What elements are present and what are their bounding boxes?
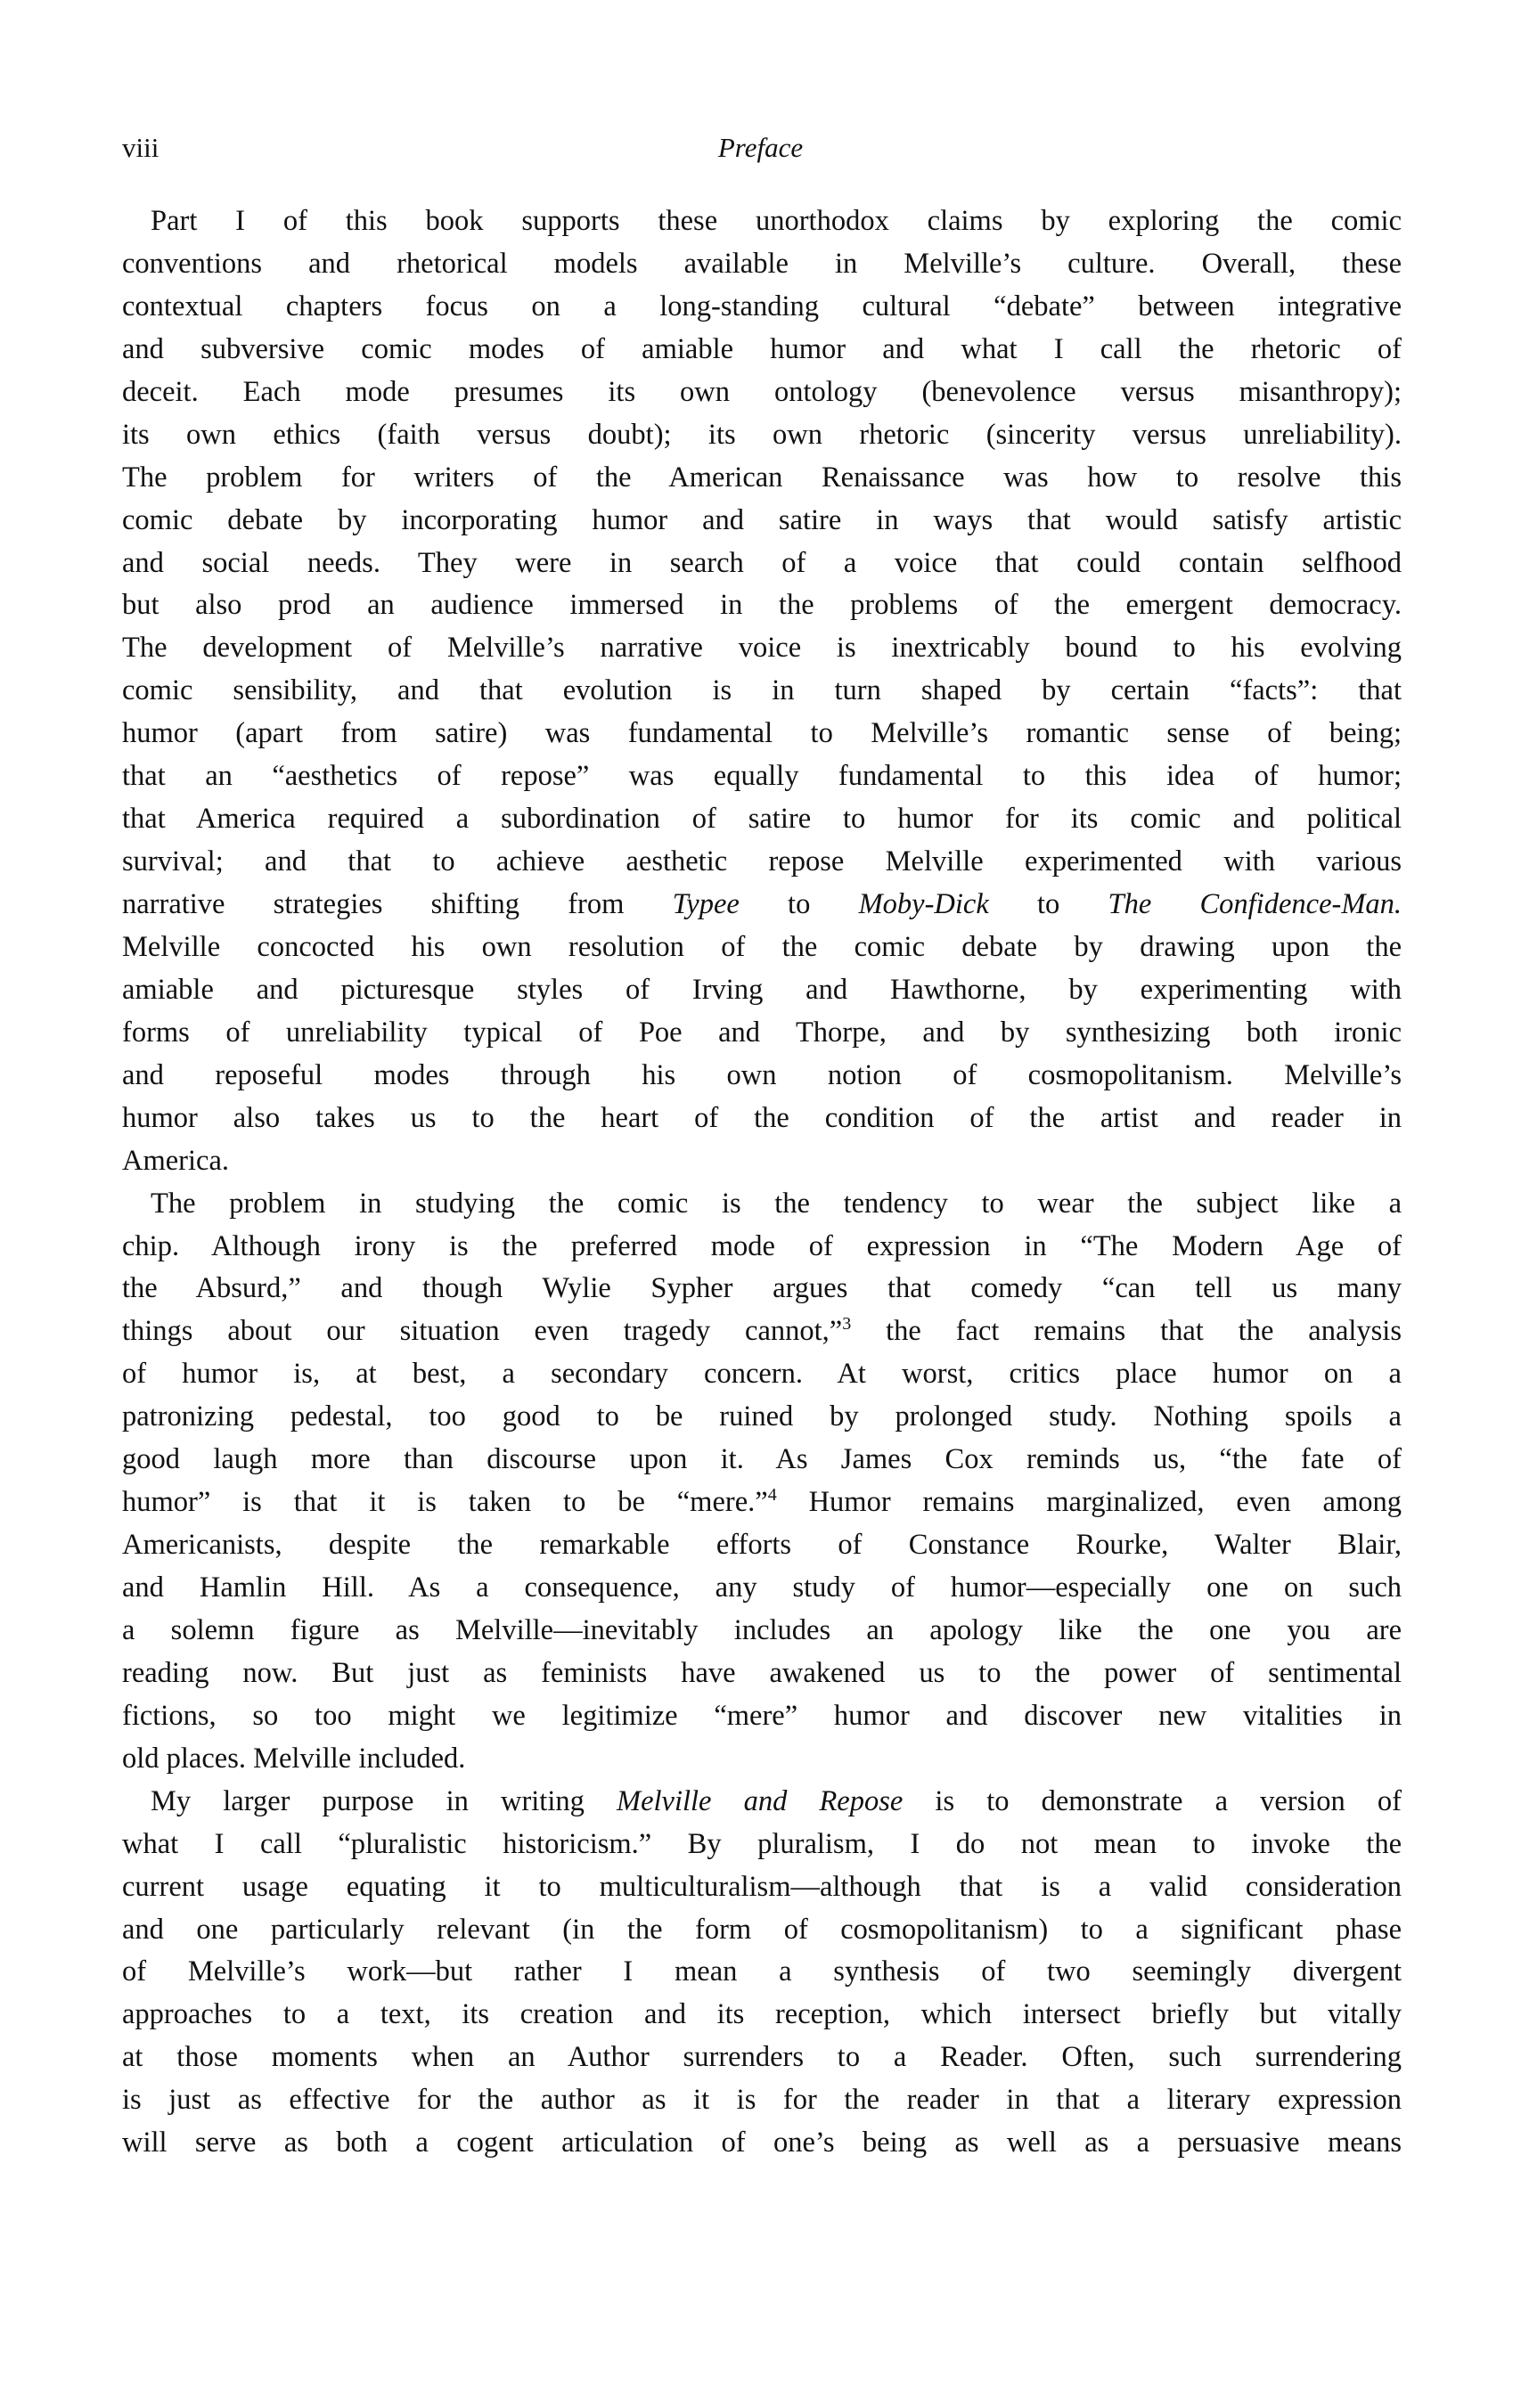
text-run: of Melville’s work—but rather I mean a synthesis of two seemingly divergent [122, 1955, 1402, 1988]
text-line [122, 1781, 1402, 1824]
text-line [122, 1524, 1402, 1567]
paragraph [122, 1183, 1402, 1781]
text-run: approaches to a text, its creation and its reception, which intersect briefly but vitally [122, 1998, 1402, 2031]
text-line [122, 1140, 1402, 1183]
text-line [122, 1824, 1402, 1866]
text-run: is just as effective for the author as it is for the reader in that a literary expression [122, 2084, 1402, 2117]
text-line [122, 1310, 1402, 1353]
text-line [122, 1951, 1402, 1994]
italic-title: Melville and Repose [617, 1784, 904, 1817]
text-run: a solemn figure as Melville—inevitably includes an apology like the one you are [122, 1613, 1402, 1646]
text-run: and social needs. They were in search of a voice that could contain selfhood [122, 546, 1402, 579]
text-run: Americanists, despite the remarkable efforts of Constance Rourke, Walter Blair, [122, 1529, 1402, 1562]
text-line [122, 1994, 1402, 2037]
text-line [122, 755, 1402, 798]
text-run: and one particularly relevant (in the form of cosmopolitanism) to a significant phase [122, 1913, 1402, 1946]
text-line [122, 243, 1402, 286]
text-run: that an “aesthetics of repose” was equally fundamental to this idea of humor; [122, 760, 1402, 793]
text-line [122, 200, 1402, 243]
text-line [122, 1226, 1402, 1269]
text-run: reading now. But just as feminists have awakened us to the power of sentimental [122, 1656, 1402, 1689]
text-line [122, 926, 1402, 969]
text-line [122, 1482, 1402, 1524]
text-line [122, 414, 1402, 457]
body-text [122, 200, 1402, 2165]
text-run: is to demonstrate a version of [903, 1784, 1402, 1817]
text-run: The development of Melville’s narrative voice is inextricably bound to his evolving [122, 632, 1402, 665]
text-line [122, 1738, 1402, 1781]
text-line [122, 627, 1402, 670]
text-run: the fact remains that the analysis [851, 1315, 1402, 1348]
text-line [122, 1909, 1402, 1952]
text-run: Humor remains marginalized, even among [776, 1486, 1402, 1519]
text-line [122, 884, 1402, 926]
text-run: will serve as both a cogent articulation of one’s being as well as a persuasive means [122, 2126, 1402, 2159]
paragraph [122, 200, 1402, 1183]
text-line [122, 1695, 1402, 1738]
italic-title: Moby-Dick [858, 888, 989, 920]
text-line [122, 2122, 1402, 2165]
footnote-ref: 3 [842, 1314, 852, 1335]
text-run: My larger purpose in writing [151, 1784, 617, 1817]
text-line [122, 2079, 1402, 2122]
text-run: patronizing pedestal, too good to be ruined by prolonged study. Nothing spoils a [122, 1400, 1402, 1433]
text-line [122, 1567, 1402, 1610]
text-run: and subversive comic modes of amiable humor and what I call the rhetoric of [122, 332, 1402, 365]
text-run: its own ethics (faith versus doubt); its own rhetoric (sincerity versus unreliability). [122, 418, 1402, 451]
text-run: the Absurd,” and though Wylie Sypher argues that comedy “can tell us many [122, 1272, 1402, 1305]
text-run: current usage equating it to multiculturalism—although that is a valid consideration [122, 1870, 1402, 1903]
text-run: of humor is, at best, a secondary concern. At worst, critics place humor on a [122, 1358, 1402, 1391]
text-run: forms of unreliability typical of Poe and Thorpe, and by synthesizing both ironic [122, 1016, 1402, 1049]
text-line [122, 1098, 1402, 1140]
text-run: fictions, so too might we legitimize “mere” humor and discover new vitalities in [122, 1699, 1402, 1732]
text-line [122, 286, 1402, 329]
text-line [122, 1866, 1402, 1909]
text-line [122, 1268, 1402, 1310]
text-line [122, 543, 1402, 585]
text-line [122, 841, 1402, 884]
text-run: The problem for writers of the American Renaissance was how to resolve this [122, 461, 1402, 494]
text-run: to [988, 888, 1108, 920]
text-run: survival; and that to achieve aesthetic repose Melville experimented with various [122, 845, 1402, 878]
page-number: viii [122, 132, 159, 163]
text-line [122, 969, 1402, 1012]
text-line [122, 798, 1402, 841]
text-run: narrative strategies shifting from [122, 888, 673, 920]
text-run: humor also takes us to the heart of the condition of the artist and reader in [122, 1101, 1402, 1134]
text-run: Part I of this book supports these unorthodox claims by exploring the comic [151, 205, 1402, 237]
text-run: old places. Melville included. [122, 1742, 466, 1775]
text-line [122, 1610, 1402, 1653]
text-line [122, 1012, 1402, 1055]
text-line [122, 329, 1402, 371]
text-run: amiable and picturesque styles of Irving and Hawthorne, by experimenting with [122, 973, 1402, 1006]
italic-title: Typee [672, 888, 740, 920]
text-line [122, 457, 1402, 500]
text-run: comic sensibility, and that evolution is in turn shaped by certain “facts”: that [122, 674, 1402, 707]
paragraph [122, 1781, 1402, 2165]
text-run: The problem in studying the comic is the tendency to wear the subject like a [151, 1187, 1402, 1220]
text-line [122, 670, 1402, 713]
text-line [122, 1653, 1402, 1695]
text-line [122, 1055, 1402, 1098]
text-run: to [739, 888, 859, 920]
text-run: that America required a subordination of satire to humor for its comic and political [122, 803, 1402, 836]
text-line [122, 1439, 1402, 1482]
text-run: and reposeful modes through his own notion of cosmopolitanism. Melville’s [122, 1058, 1402, 1091]
text-run: Melville concocted his own resolution of the comic debate by drawing upon the [122, 930, 1402, 963]
text-line [122, 1353, 1402, 1396]
text-run: but also prod an audience immersed in the problems of the emergent democracy. [122, 589, 1402, 622]
text-run: what I call “pluralistic historicism.” By pluralism, I do not mean to invoke the [122, 1827, 1402, 1860]
text-line [122, 371, 1402, 414]
running-head: Preface [717, 132, 804, 163]
text-line [122, 1396, 1402, 1439]
italic-title: The Confidence-Man. [1108, 888, 1402, 920]
footnote-ref: 4 [767, 1485, 777, 1506]
text-run: at those moments when an Author surrenders to a Reader. Often, such surrendering [122, 2041, 1402, 2074]
text-run: deceit. Each mode presumes its own ontology (benevolence versus misanthropy); [122, 375, 1402, 408]
text-run: chip. Although irony is the preferred mode of expression in “The Modern Age of [122, 1229, 1402, 1262]
text-run: contextual chapters focus on a long-standing cultural “debate” between integrative [122, 290, 1402, 322]
text-run: humor (apart from satire) was fundamental to Melville’s romantic sense of being; [122, 717, 1402, 750]
text-run: things about our situation even tragedy cannot,” [122, 1315, 843, 1348]
text-line [122, 584, 1402, 627]
text-line [122, 1183, 1402, 1226]
text-run: good laugh more than discourse upon it. As James Cox reminds us, “the fate of [122, 1443, 1402, 1476]
text-run: humor” is that it is taken to be “mere.” [122, 1486, 768, 1519]
text-run: comic debate by incorporating humor and satire in ways that would satisfy artistic [122, 503, 1402, 536]
text-line [122, 500, 1402, 543]
text-run: conventions and rhetorical models available in Melville’s culture. Overall, these [122, 247, 1402, 280]
text-run: and Hamlin Hill. As a consequence, any study of humor—especially one on such [122, 1571, 1402, 1604]
text-run: America. [122, 1144, 230, 1177]
text-line [122, 2037, 1402, 2079]
text-line [122, 713, 1402, 755]
